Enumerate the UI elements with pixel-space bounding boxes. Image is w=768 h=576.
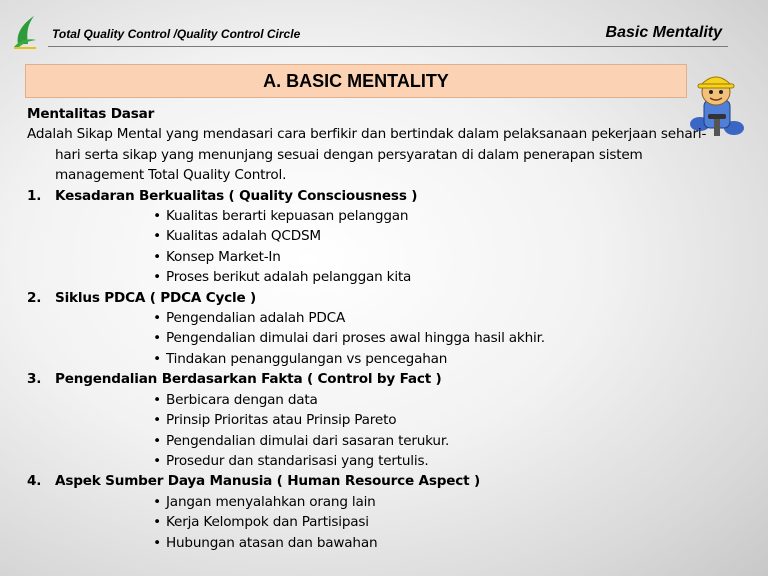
bullet-text: Kualitas adalah QCDSM (166, 228, 321, 245)
bullet-icon: • (153, 452, 161, 469)
bullet-icon: • (153, 330, 161, 347)
bullet-text: Pengendalian dimulai dari sasaran terukur. (166, 432, 450, 449)
item-title: Pengendalian Berdasarkan Fakta ( Control by Fact ) (55, 371, 442, 388)
section-title-bar (25, 64, 687, 98)
bullet-icon: • (153, 534, 161, 551)
bullet-text: Pengendalian adalah PDCA (166, 310, 346, 327)
list-item (27, 369, 727, 471)
list-item (27, 186, 727, 288)
bullet-text: Kerja Kelompok dan Partisipasi (166, 514, 369, 531)
bullet-icon: • (153, 208, 161, 225)
section-title: A. BASIC MENTALITY (263, 70, 449, 91)
header-right-title: Basic Mentality (605, 24, 722, 41)
item-number: 4. (27, 473, 42, 490)
bullet-list (27, 492, 727, 553)
bullet-icon: • (153, 248, 161, 265)
bullet-icon: • (153, 432, 161, 449)
bullet-text: Prosedur dan standarisasi yang tertulis. (166, 452, 429, 469)
bullet-icon: • (153, 350, 161, 367)
bullet-list (27, 308, 727, 369)
bullet-icon: • (153, 228, 161, 245)
item-number: 1. (27, 187, 42, 204)
bullet-icon: • (153, 391, 161, 408)
bullet-text: Hubungan atasan dan bawahan (166, 534, 378, 551)
bullet-icon: • (153, 269, 161, 286)
item-number: 3. (27, 371, 42, 388)
bullet-text: Proses berikut adalah pelanggan kita (166, 269, 412, 286)
item-number: 2. (27, 289, 42, 306)
item-title: Aspek Sumber Daya Manusia ( Human Resource Aspect ) (55, 473, 480, 490)
intro-text: Adalah Sikap Mental yang mendasari cara berfikir dan bertindak dalam pelaksanaan pekerjaan sehari-hari serta sikap yang menunjang sesuai dengan persyaratan di dalam penerapan sistem management Total Quality Control. (27, 126, 707, 184)
bullet-text: Berbicara dengan data (166, 391, 318, 408)
bullet-list (27, 206, 727, 288)
list-item (27, 471, 727, 553)
item-title: Siklus PDCA ( PDCA Cycle ) (55, 289, 257, 306)
intro-heading: Mentalitas Dasar (27, 106, 155, 122)
bullet-text: Tindakan penanggulangan vs pencegahan (166, 350, 448, 367)
bullet-text: Kualitas berarti kepuasan pelanggan (166, 208, 409, 225)
bullet-text: Konsep Market-In (166, 248, 281, 265)
bullet-text: Jangan menyalahkan orang lain (166, 493, 376, 510)
bullet-list (27, 390, 727, 472)
bullet-icon: • (153, 412, 161, 429)
header-divider (48, 46, 728, 47)
bullet-icon: • (153, 514, 161, 531)
bullet-icon: • (153, 310, 161, 327)
header-left-title: Total Quality Control /Quality Control Circle (52, 27, 301, 41)
bullet-icon: • (153, 493, 161, 510)
item-title: Kesadaran Berkualitas ( Quality Consciousness ) (55, 187, 418, 204)
bullet-text: Pengendalian dimulai dari proses awal hingga hasil akhir. (166, 330, 545, 347)
list-item (27, 288, 727, 370)
content-body (27, 104, 727, 553)
green-leaf-logo-icon (10, 14, 40, 50)
bullet-text: Prinsip Prioritas atau Prinsip Pareto (166, 412, 397, 429)
